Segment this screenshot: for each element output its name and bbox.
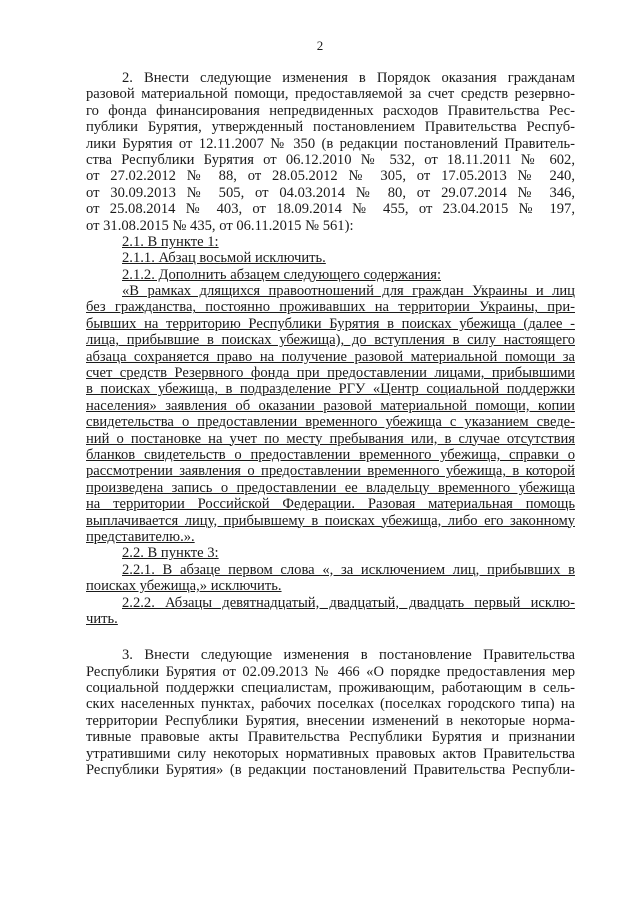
text-line: 3. Внести следующие изменения в постановление Правительства (122, 647, 575, 664)
text-line: поисках убежища,» исключить. (86, 578, 282, 595)
text-line: от 31.08.2015 № 435, от 06.11.2015 № 561): (86, 217, 354, 234)
text-line: в поисках убежища, в подразделение РГУ «Центр социальной поддержки (86, 381, 575, 398)
text-line: бывших на территорию Республики Бурятия в поисках убежища (далее - (86, 315, 575, 332)
text-line: представителю.». (86, 528, 195, 545)
text-line: ний о постановке на учет по месту пребывания или, в случае отсутствия (86, 430, 575, 447)
text-line: 2.2.2. Абзацы девятнадцатый, двадцатый, двадцать первый исклю- (122, 594, 575, 611)
text-line: ства Республики Бурятия от 06.12.2010 № 532, от 18.11.2011 № 602, (86, 151, 575, 168)
text-line: лица, прибывшие в поисках убежища), до вступления в силу настоящего (86, 332, 575, 349)
text-line: 2.1.2. Дополнить абзацем следующего содержания: (122, 266, 442, 283)
text-line: от 30.09.2013 № 505, от 04.03.2014 № 80, от 29.07.2014 № 346, (86, 184, 575, 201)
text-line: утратившими силу некоторых нормативных правовых актов Правительства (86, 745, 575, 762)
document-body (86, 70, 575, 778)
text-line: тивные правовые акты Правительства Республики Бурятия и признании (86, 729, 575, 746)
text-line: Республики Бурятия» (в редакции постановлений Правительства Республи- (86, 762, 575, 779)
text-line: 2.1.1. Абзац восьмой исключить. (122, 250, 326, 267)
text-line: лики Бурятия от 12.11.2007 № 350 (в редакции постановлений Правитель- (86, 135, 575, 152)
text-line: 2.2. В пункте 3: (122, 545, 219, 562)
text-line: территории Республики Бурятия, внесении изменений в некоторые норма- (86, 712, 575, 729)
text-line: выплачивается лицу, прибывшему в поисках убежища, либо его законному (86, 512, 575, 529)
section-2 (86, 70, 575, 627)
text-line: без гражданства, постоянно проживавших на территории Украины, при- (86, 299, 575, 316)
section-3 (86, 647, 575, 778)
text-line: го фонда финансирования непредвиденных расходов Правительства Рес- (86, 102, 575, 119)
text-line: «В рамках длящихся правоотношений для граждан Украины и лиц (122, 283, 575, 300)
text-line: от 27.02.2012 № 88, от 28.05.2012 № 305, от 17.05.2013 № 240, (86, 168, 575, 185)
text-line: 2.1. В пункте 1: (122, 233, 219, 250)
text-line: от 25.08.2014 № 403, от 18.09.2014 № 455, от 23.04.2015 № 197, (86, 201, 575, 218)
text-line: Республики Бурятия от 02.09.2013 № 466 «О порядке предоставления мер (86, 663, 575, 680)
text-line: населения» заявления об оказании разовой материальной помощи, копии (86, 397, 575, 414)
text-line: счет средств Резервного фонда при предоставлении лицами, прибывшими (86, 365, 575, 382)
text-line: свидетельства о предоставлении временного убежища с указанием сведе- (86, 414, 575, 431)
text-line: на территории Российской Федерации. Разовая материальная помощь (86, 496, 575, 513)
text-line: бланков свидетельств о предоставлении временного убежища, справки о (86, 446, 575, 463)
text-line: публики Бурятия, утвержденный постановлением Правительства Респуб- (86, 119, 575, 136)
text-line: произведена запись о предоставлении ее владельцу временного убежища (86, 479, 575, 496)
section-gap (86, 627, 575, 647)
text-line: 2.2.1. В абзаце первом слова «, за исключением лиц, прибывших в (122, 561, 575, 578)
page-number: 2 (316, 38, 324, 53)
text-line: 2. Внести следующие изменения в Порядок оказания гражданам (122, 70, 575, 86)
text-line: ских населенных пунктах, рабочих поселках (поселках городского типа) на (86, 696, 575, 713)
text-line: разовой материальной помощи, предоставляемой за счет средств резервно- (86, 86, 575, 103)
text-line: социальной поддержки специалистам, проживающим, работающим в сель- (86, 680, 575, 697)
text-line: абзаца сохраняется право на получение разовой материальной помощи за (86, 348, 575, 365)
text-line: рассмотрении заявления о предоставлении временного убежища, в которой (86, 463, 575, 480)
text-line: чить. (86, 610, 118, 627)
